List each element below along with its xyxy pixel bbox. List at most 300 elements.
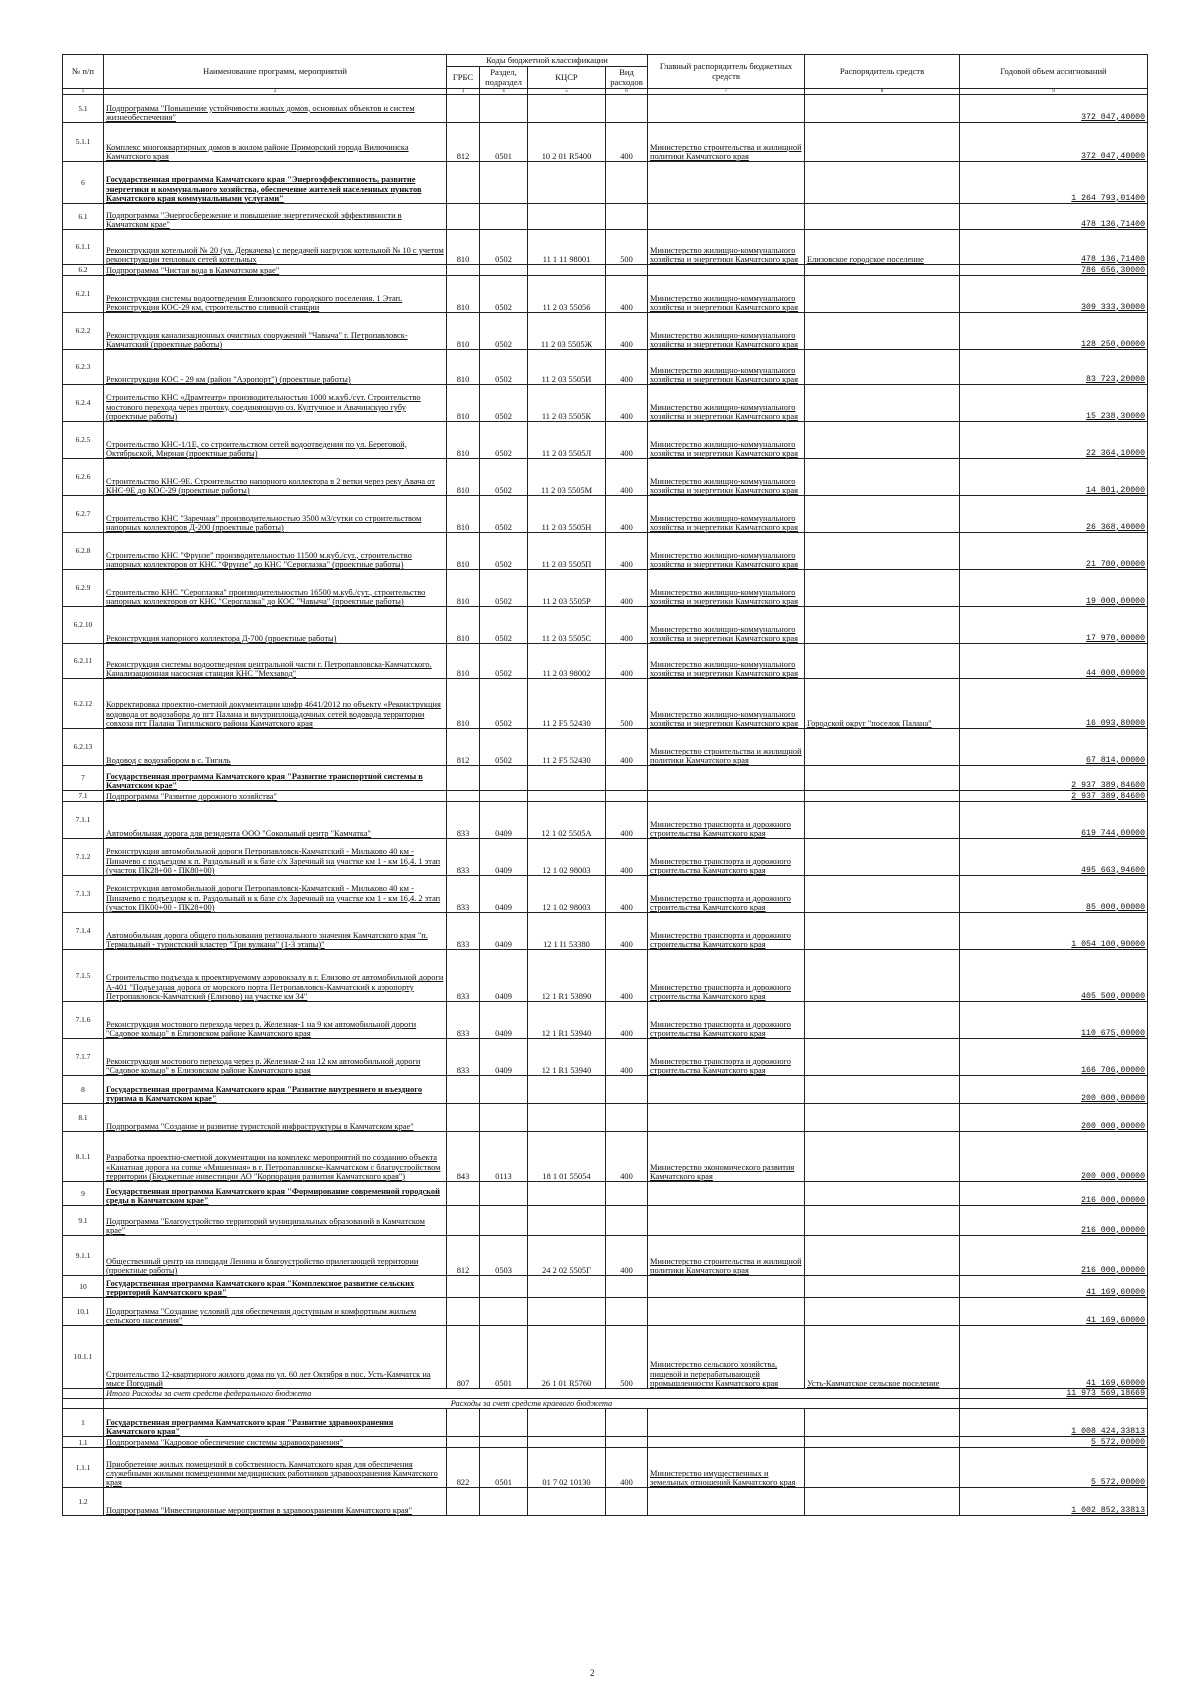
main-manager xyxy=(648,1076,805,1104)
header-volume: Годовой объем ассигнований xyxy=(960,55,1148,89)
table-row xyxy=(63,422,1148,459)
grbs-code: 810 xyxy=(447,459,480,496)
main-manager: Министерство жилищно-коммунального хозяйства и энергетики Камчатского края xyxy=(648,313,805,350)
manager: Елизовское городское поселение xyxy=(805,230,960,265)
vid-code xyxy=(606,1409,648,1437)
manager xyxy=(805,459,960,496)
row-number: 6.2.11 xyxy=(63,644,104,679)
row-name: Подпрограмма "Создание условий для обеспечения доступным и комфортным жильем сельского населения" xyxy=(104,1298,447,1326)
grbs-code: 833 xyxy=(447,1002,480,1039)
allocation-amount: 1 054 100,90000 xyxy=(960,913,1148,950)
vid-code: 400 xyxy=(606,729,648,766)
manager xyxy=(805,1488,960,1516)
allocation-amount: 216 000,00000 xyxy=(960,1236,1148,1276)
row-name: Строительство КНС "Заречная" производительностью 3500 м3/сутки со строительством напорных коллекторов Д-200 (проектные работы) xyxy=(104,496,447,533)
manager xyxy=(805,204,960,230)
allocation-amount: 41 169,60000 xyxy=(960,1276,1148,1298)
budget-table-sheet xyxy=(62,54,1147,1516)
allocation-amount: 41 169,60000 xyxy=(960,1326,1148,1389)
kcsr-code: 11 2 03 5505С xyxy=(528,607,606,644)
razdel-code xyxy=(480,1298,528,1326)
main-manager: Министерство жилищно-коммунального хозяйства и энергетики Камчатского края xyxy=(648,496,805,533)
row-name: Строительство подъезда к проектируемому аэровокзалу в г. Елизово от автомобильной дороги А-401 "Подъездная дорога от морского порта Петропавловск-Камчатский к аэропорту Петропавловск-Камчатский (Елизово) на участке км 34" xyxy=(104,950,447,1002)
vid-code: 500 xyxy=(606,1326,648,1389)
table-row xyxy=(63,570,1148,607)
table-row xyxy=(63,1236,1148,1276)
manager xyxy=(805,839,960,876)
table-row xyxy=(63,496,1148,533)
grbs-code xyxy=(447,162,480,204)
allocation-amount: 372 047,40000 xyxy=(960,123,1148,162)
kcsr-code: 12 1 I1 53380 xyxy=(528,913,606,950)
razdel-code: 0409 xyxy=(480,839,528,876)
column-index: 6 xyxy=(606,89,648,95)
main-manager: Министерство жилищно-коммунального хозяйства и энергетики Камчатского края xyxy=(648,350,805,385)
main-manager: Министерство строительства и жилищной политики Камчатского края xyxy=(648,1236,805,1276)
kcsr-code: 12 1 R1 53940 xyxy=(528,1039,606,1076)
vid-code: 400 xyxy=(606,1132,648,1182)
kcsr-code: 11 2 03 5505П xyxy=(528,533,606,570)
grbs-code xyxy=(447,95,480,123)
row-name: Реконструкция напорного коллектора Д-700 (проектные работы) xyxy=(104,607,447,644)
allocation-amount: 786 656,30000 xyxy=(960,265,1148,276)
allocation-amount: 216 000,00000 xyxy=(960,1206,1148,1236)
grbs-code: 810 xyxy=(447,644,480,679)
main-manager: Министерство жилищно-коммунального хозяйства и энергетики Камчатского края xyxy=(648,570,805,607)
vid-code: 400 xyxy=(606,570,648,607)
column-index: 1 xyxy=(63,89,104,95)
grbs-code xyxy=(447,1182,480,1206)
manager xyxy=(805,1039,960,1076)
kcsr-code xyxy=(528,95,606,123)
manager xyxy=(805,607,960,644)
row-number: 7.1.1 xyxy=(63,802,104,839)
column-index: 8 xyxy=(805,89,960,95)
razdel-code: 0502 xyxy=(480,459,528,496)
table-row xyxy=(63,679,1148,729)
main-manager xyxy=(648,1276,805,1298)
grbs-code xyxy=(447,1298,480,1326)
razdel-code xyxy=(480,1409,528,1437)
allocation-amount: 85 000,00000 xyxy=(960,876,1148,913)
kcsr-code xyxy=(528,1298,606,1326)
kcsr-code: 11 2 03 55056 xyxy=(528,276,606,313)
razdel-code: 0501 xyxy=(480,1326,528,1389)
allocation-amount: 200 000,00000 xyxy=(960,1104,1148,1132)
row-name: Реконструкция котельной № 20 (ул. Деркачева) с передачей нагрузок котельной № 10 с учетом реконструкции тепловых сетей котельных xyxy=(104,230,447,265)
row-number: 6.2.7 xyxy=(63,496,104,533)
vid-code: 400 xyxy=(606,533,648,570)
table-row xyxy=(63,95,1148,123)
row-name: Подпрограмма "Кадровое обеспечение системы здравоохранения" xyxy=(104,1437,447,1448)
table-row xyxy=(63,1104,1148,1132)
table-row xyxy=(63,1409,1148,1437)
grbs-code xyxy=(447,1437,480,1448)
grbs-code: 810 xyxy=(447,570,480,607)
row-number: 6.1.1 xyxy=(63,230,104,265)
vid-code xyxy=(606,1488,648,1516)
main-manager: Министерство строительства и жилищной политики Камчатского края xyxy=(648,123,805,162)
vid-code: 400 xyxy=(606,276,648,313)
row-name: Реконструкция мостового перехода через р. Железная-1 на 9 км автомобильной дороги "Садовое кольцо" в Елизовском районе Камчатского края xyxy=(104,1002,447,1039)
row-number: 6.1 xyxy=(63,204,104,230)
row-name: Строительство КНС "Фрунзе" производительностью 11500 м.куб./сут., строительство напорных коллекторов от КНС "Фрунзе" до КНС "Сероглазка" (проектные работы) xyxy=(104,533,447,570)
row-number: 1.1.1 xyxy=(63,1448,104,1488)
row-number: 6.2.3 xyxy=(63,350,104,385)
allocation-amount: 21 700,00000 xyxy=(960,533,1148,570)
allocation-amount: 44 000,00000 xyxy=(960,644,1148,679)
row-name: Автомобильная дорога для резидента ООО "Сокольный центр "Камчатка" xyxy=(104,802,447,839)
allocation-amount: 1 008 424,33813 xyxy=(960,1409,1148,1437)
row-name: Подпрограмма "Чистая вода в Камчатском крае" xyxy=(104,265,447,276)
row-number: 9.1 xyxy=(63,1206,104,1236)
vid-code: 400 xyxy=(606,385,648,422)
vid-code: 400 xyxy=(606,1448,648,1488)
table-row xyxy=(63,350,1148,385)
table-row xyxy=(63,1399,1148,1409)
row-number: 6.2.5 xyxy=(63,422,104,459)
row-number: 9.1.1 xyxy=(63,1236,104,1276)
row-number: 6.2.2 xyxy=(63,313,104,350)
table-row xyxy=(63,950,1148,1002)
manager xyxy=(805,1104,960,1132)
row-number: 7.1.3 xyxy=(63,876,104,913)
manager xyxy=(805,1437,960,1448)
grbs-code: 810 xyxy=(447,496,480,533)
main-manager xyxy=(648,162,805,204)
row-number: 5.1 xyxy=(63,95,104,123)
table-row xyxy=(63,230,1148,265)
grbs-code: 833 xyxy=(447,839,480,876)
manager xyxy=(805,644,960,679)
manager xyxy=(805,533,960,570)
razdel-code: 0502 xyxy=(480,644,528,679)
manager xyxy=(805,913,960,950)
main-manager xyxy=(648,766,805,791)
grbs-code: 807 xyxy=(447,1326,480,1389)
row-number: 6.2.10 xyxy=(63,607,104,644)
table-row xyxy=(63,729,1148,766)
main-manager xyxy=(648,791,805,802)
main-manager xyxy=(648,1206,805,1236)
vid-code xyxy=(606,1437,648,1448)
grbs-code: 833 xyxy=(447,1039,480,1076)
row-number: 1.1 xyxy=(63,1437,104,1448)
grbs-code xyxy=(447,766,480,791)
row-number: 6 xyxy=(63,162,104,204)
manager xyxy=(805,422,960,459)
table-row xyxy=(63,644,1148,679)
main-manager: Министерство жилищно-коммунального хозяйства и энергетики Камчатского края xyxy=(648,422,805,459)
main-manager: Министерство транспорта и дорожного строительства Камчатского края xyxy=(648,839,805,876)
vid-code xyxy=(606,204,648,230)
main-manager: Министерство транспорта и дорожного строительства Камчатского края xyxy=(648,913,805,950)
row-name: Водовод с водозабором в с. Тигиль xyxy=(104,729,447,766)
table-row xyxy=(63,876,1148,913)
table-row xyxy=(63,459,1148,496)
kcsr-code: 11 1 11 98001 xyxy=(528,230,606,265)
header-grbs: ГРБС xyxy=(447,67,480,89)
grbs-code: 810 xyxy=(447,533,480,570)
row-name: Государственная программа Камчатского края "Формирование современной городской среды в Камчатском крае" xyxy=(104,1182,447,1206)
vid-code: 400 xyxy=(606,839,648,876)
table-row xyxy=(63,766,1148,791)
main-manager: Министерство транспорта и дорожного строительства Камчатского края xyxy=(648,876,805,913)
allocation-amount: 41 169,60000 xyxy=(960,1298,1148,1326)
manager xyxy=(805,950,960,1002)
row-name: Государственная программа Камчатского края "Комплексное развитие сельских территорий Камчатского края" xyxy=(104,1276,447,1298)
table-row xyxy=(63,313,1148,350)
allocation-amount: 405 500,00000 xyxy=(960,950,1148,1002)
table-header xyxy=(63,55,1148,95)
grbs-code: 810 xyxy=(447,607,480,644)
row-number: 7.1.6 xyxy=(63,1002,104,1039)
grbs-code: 812 xyxy=(447,123,480,162)
kcsr-code: 11 2 03 5505Л xyxy=(528,422,606,459)
table-row xyxy=(63,123,1148,162)
vid-code: 400 xyxy=(606,422,648,459)
kcsr-code: 26 1 01 R5760 xyxy=(528,1326,606,1389)
row-name: Приобретение жилых помещений в собственность Камчатского края для обеспечения служебными жилыми помещениями медицинских работников здравоохранения Камчатского края xyxy=(104,1448,447,1488)
kcsr-code: 11 2 03 5505Н xyxy=(528,496,606,533)
manager xyxy=(805,1448,960,1488)
main-manager xyxy=(648,1298,805,1326)
row-number: 7 xyxy=(63,766,104,791)
manager: Усть-Камчатское сельское поселение xyxy=(805,1326,960,1389)
column-index: 7 xyxy=(648,89,805,95)
header-main-manager: Главный распорядитель бюджетных средств xyxy=(648,55,805,89)
allocation-amount: 1 002 852,33813 xyxy=(960,1488,1148,1516)
row-name: Комплекс многоквартирных домов в жилом районе Приморский города Вилючинска Камчатского края xyxy=(104,123,447,162)
kcsr-code xyxy=(528,791,606,802)
vid-code xyxy=(606,1104,648,1132)
header-manager: Распорядитель средств xyxy=(805,55,960,89)
main-manager: Министерство транспорта и дорожного строительства Камчатского края xyxy=(648,802,805,839)
main-manager xyxy=(648,1182,805,1206)
row-name: Подпрограмма "Повышение устойчивости жилых домов, основных объектов и систем жизнеобеспечения" xyxy=(104,95,447,123)
row-name: Реконструкция канализационных очистных сооружений "Чавыча" г. Петропавловск-Камчатский (проектные работы) xyxy=(104,313,447,350)
razdel-code: 0502 xyxy=(480,496,528,533)
kcsr-code: 01 7 02 10130 xyxy=(528,1448,606,1488)
kcsr-code xyxy=(528,204,606,230)
main-manager: Министерство жилищно-коммунального хозяйства и энергетики Камчатского края xyxy=(648,607,805,644)
page-number: 2 xyxy=(590,1668,595,1678)
column-index: 2 xyxy=(104,89,447,95)
row-name: Подпрограмма "Энергосбережение и повышение энергетической эффективности в Камчатском крае" xyxy=(104,204,447,230)
kcsr-code: 10 2 01 R5400 xyxy=(528,123,606,162)
allocation-amount: 495 663,94600 xyxy=(960,839,1148,876)
razdel-code: 0502 xyxy=(480,570,528,607)
grbs-code: 833 xyxy=(447,876,480,913)
table-row xyxy=(63,1298,1148,1326)
razdel-code: 0502 xyxy=(480,729,528,766)
budget-allocation-table xyxy=(62,54,1148,1516)
row-name: Реконструкция системы водоотведения Елизовского городского поселения. 1 Этап. Реконструкция КОС-29 км, строительство сливной станции xyxy=(104,276,447,313)
vid-code: 400 xyxy=(606,1039,648,1076)
table-row xyxy=(63,1002,1148,1039)
vid-code xyxy=(606,1076,648,1104)
allocation-amount: 15 238,30000 xyxy=(960,385,1148,422)
vid-code: 500 xyxy=(606,230,648,265)
allocation-amount: 200 000,00000 xyxy=(960,1132,1148,1182)
main-manager xyxy=(648,1437,805,1448)
manager xyxy=(805,729,960,766)
main-manager: Министерство жилищно-коммунального хозяйства и энергетики Камчатского края xyxy=(648,385,805,422)
row-name: Строительство КНС-1/1Е, со строительством сетей водоотведения по ул. Береговой, Октябрьской, Мирная (проектные работы) xyxy=(104,422,447,459)
row-number: 6.2.13 xyxy=(63,729,104,766)
column-index: 4 xyxy=(480,89,528,95)
manager xyxy=(805,496,960,533)
grbs-code xyxy=(447,204,480,230)
manager xyxy=(805,570,960,607)
row-name: Подпрограмма "Инвестиционные мероприятия в здравоохранении Камчатского края" xyxy=(104,1488,447,1516)
main-manager: Министерство строительства и жилищной политики Камчатского края xyxy=(648,729,805,766)
vid-code xyxy=(606,1182,648,1206)
razdel-code: 0502 xyxy=(480,276,528,313)
kcsr-code xyxy=(528,162,606,204)
kcsr-code xyxy=(528,1409,606,1437)
vid-code xyxy=(606,265,648,276)
allocation-amount: 2 937 389,84600 xyxy=(960,766,1148,791)
razdel-code: 0501 xyxy=(480,1448,528,1488)
kcsr-code xyxy=(528,1437,606,1448)
vid-code xyxy=(606,1298,648,1326)
row-number: 7.1.2 xyxy=(63,839,104,876)
razdel-code xyxy=(480,1276,528,1298)
main-manager: Министерство жилищно-коммунального хозяйства и энергетики Камчатского края xyxy=(648,459,805,496)
razdel-code xyxy=(480,1488,528,1516)
vid-code xyxy=(606,766,648,791)
razdel-code: 0502 xyxy=(480,385,528,422)
header-num: № п/п xyxy=(63,55,104,89)
row-name: Строительство 12-квартирного жилого дома по ул. 60 лет Октября в пос. Усть-Камчатск на мысе Погодный xyxy=(104,1326,447,1389)
main-manager: Министерство транспорта и дорожного строительства Камчатского края xyxy=(648,1039,805,1076)
main-manager: Министерство жилищно-коммунального хозяйства и энергетики Камчатского края xyxy=(648,679,805,729)
razdel-code xyxy=(480,791,528,802)
razdel-code: 0502 xyxy=(480,313,528,350)
razdel-code: 0502 xyxy=(480,533,528,570)
vid-code: 400 xyxy=(606,313,648,350)
row-name: Подпрограмма "Создание и развитие туристской инфраструктуры в Камчатском крае" xyxy=(104,1104,447,1132)
razdel-code xyxy=(480,265,528,276)
vid-code xyxy=(606,1206,648,1236)
main-manager: Министерство транспорта и дорожного строительства Камчатского края xyxy=(648,1002,805,1039)
row-name: Государственная программа Камчатского края "Развитие здравоохранения Камчатского края" xyxy=(104,1409,447,1437)
kcsr-code: 12 1 02 98003 xyxy=(528,839,606,876)
grbs-code: 833 xyxy=(447,802,480,839)
razdel-code xyxy=(480,1104,528,1132)
row-number: 6.2.1 xyxy=(63,276,104,313)
allocation-amount: 110 675,00000 xyxy=(960,1002,1148,1039)
allocation-amount: 16 093,80000 xyxy=(960,679,1148,729)
main-manager: Министерство жилищно-коммунального хозяйства и энергетики Камчатского края xyxy=(648,644,805,679)
row-number: 7.1.5 xyxy=(63,950,104,1002)
table-row xyxy=(63,1326,1148,1389)
table-row xyxy=(63,1389,1148,1399)
kcsr-code xyxy=(528,1276,606,1298)
row-number: 6.2 xyxy=(63,265,104,276)
grbs-code xyxy=(447,1409,480,1437)
razdel-code: 0409 xyxy=(480,802,528,839)
razdel-code: 0409 xyxy=(480,913,528,950)
grbs-code: 810 xyxy=(447,350,480,385)
row-number: 6.2.6 xyxy=(63,459,104,496)
row-number: 10 xyxy=(63,1276,104,1298)
allocation-amount: 17 970,00000 xyxy=(960,607,1148,644)
grbs-code: 810 xyxy=(447,276,480,313)
razdel-code xyxy=(480,162,528,204)
row-number: 7.1.4 xyxy=(63,913,104,950)
allocation-amount: 5 572,00000 xyxy=(960,1448,1148,1488)
vid-code: 400 xyxy=(606,876,648,913)
row-name: Автомобильная дорога общего пользования регионального значения Камчатского края "п. Термальный - туристский кластер "Три вулкана" (1-3 этапы)" xyxy=(104,913,447,950)
kcsr-code: 12 1 R1 53890 xyxy=(528,950,606,1002)
table-row xyxy=(63,839,1148,876)
row-number: 6.2.4 xyxy=(63,385,104,422)
vid-code xyxy=(606,162,648,204)
table-row xyxy=(63,1437,1148,1448)
row-name: Государственная программа Камчатского края "Развитие внутреннего и въездного туризма в Камчатском крае" xyxy=(104,1076,447,1104)
manager xyxy=(805,1206,960,1236)
manager xyxy=(805,276,960,313)
allocation-amount: 216 000,00000 xyxy=(960,1182,1148,1206)
row-name: Подпрограмма "Благоустройство территорий муниципальных образований в Камчатском крае" xyxy=(104,1206,447,1236)
razdel-code: 0409 xyxy=(480,1039,528,1076)
kcsr-code: 11 2 03 5505М xyxy=(528,459,606,496)
manager: Городской округ "поселок Палана" xyxy=(805,679,960,729)
main-manager: Министерство жилищно-коммунального хозяйства и энергетики Камчатского края xyxy=(648,230,805,265)
allocation-amount: 128 250,00000 xyxy=(960,313,1148,350)
manager xyxy=(805,1276,960,1298)
manager xyxy=(805,1132,960,1182)
vid-code xyxy=(606,95,648,123)
allocation-amount: 1 264 793,01400 xyxy=(960,162,1148,204)
row-number: 10.1.1 xyxy=(63,1326,104,1389)
row-name: Государственная программа Камчатского края "Развитие транспортной системы в Камчатском крае" xyxy=(104,766,447,791)
table-row xyxy=(63,533,1148,570)
grbs-code: 810 xyxy=(447,422,480,459)
table-row xyxy=(63,1039,1148,1076)
allocation-amount: 26 368,40000 xyxy=(960,496,1148,533)
vid-code: 400 xyxy=(606,644,648,679)
razdel-code: 0409 xyxy=(480,950,528,1002)
razdel-code xyxy=(480,1182,528,1206)
grbs-code: 810 xyxy=(447,230,480,265)
row-name: Реконструкция системы водоотведения центральной части г. Петропавловска-Камчатского. Канализационная насосная станция КНС "Мехзавод" xyxy=(104,644,447,679)
main-manager: Министерство транспорта и дорожного строительства Камчатского края xyxy=(648,950,805,1002)
row-number: 7.1.7 xyxy=(63,1039,104,1076)
column-index: 3 xyxy=(447,89,480,95)
table-row xyxy=(63,162,1148,204)
row-number xyxy=(63,1389,104,1399)
main-manager xyxy=(648,204,805,230)
kcsr-code: 18 1 01 55054 xyxy=(528,1132,606,1182)
grbs-code: 812 xyxy=(447,1236,480,1276)
razdel-code: 0502 xyxy=(480,350,528,385)
kcsr-code xyxy=(528,1076,606,1104)
vid-code: 400 xyxy=(606,496,648,533)
razdel-code xyxy=(480,1076,528,1104)
header-name: Наименование программ, мероприятий xyxy=(104,55,447,89)
table-body xyxy=(63,95,1148,1516)
main-manager xyxy=(648,265,805,276)
allocation-amount: 372 047,40000 xyxy=(960,95,1148,123)
vid-code: 400 xyxy=(606,123,648,162)
header-codes: Коды бюджетной классификации xyxy=(447,55,648,67)
total-label: Итого Расходы за счет средств федерального бюджета xyxy=(104,1389,960,1399)
kcsr-code: 11 2 F5 52430 xyxy=(528,679,606,729)
row-number: 8.1 xyxy=(63,1104,104,1132)
